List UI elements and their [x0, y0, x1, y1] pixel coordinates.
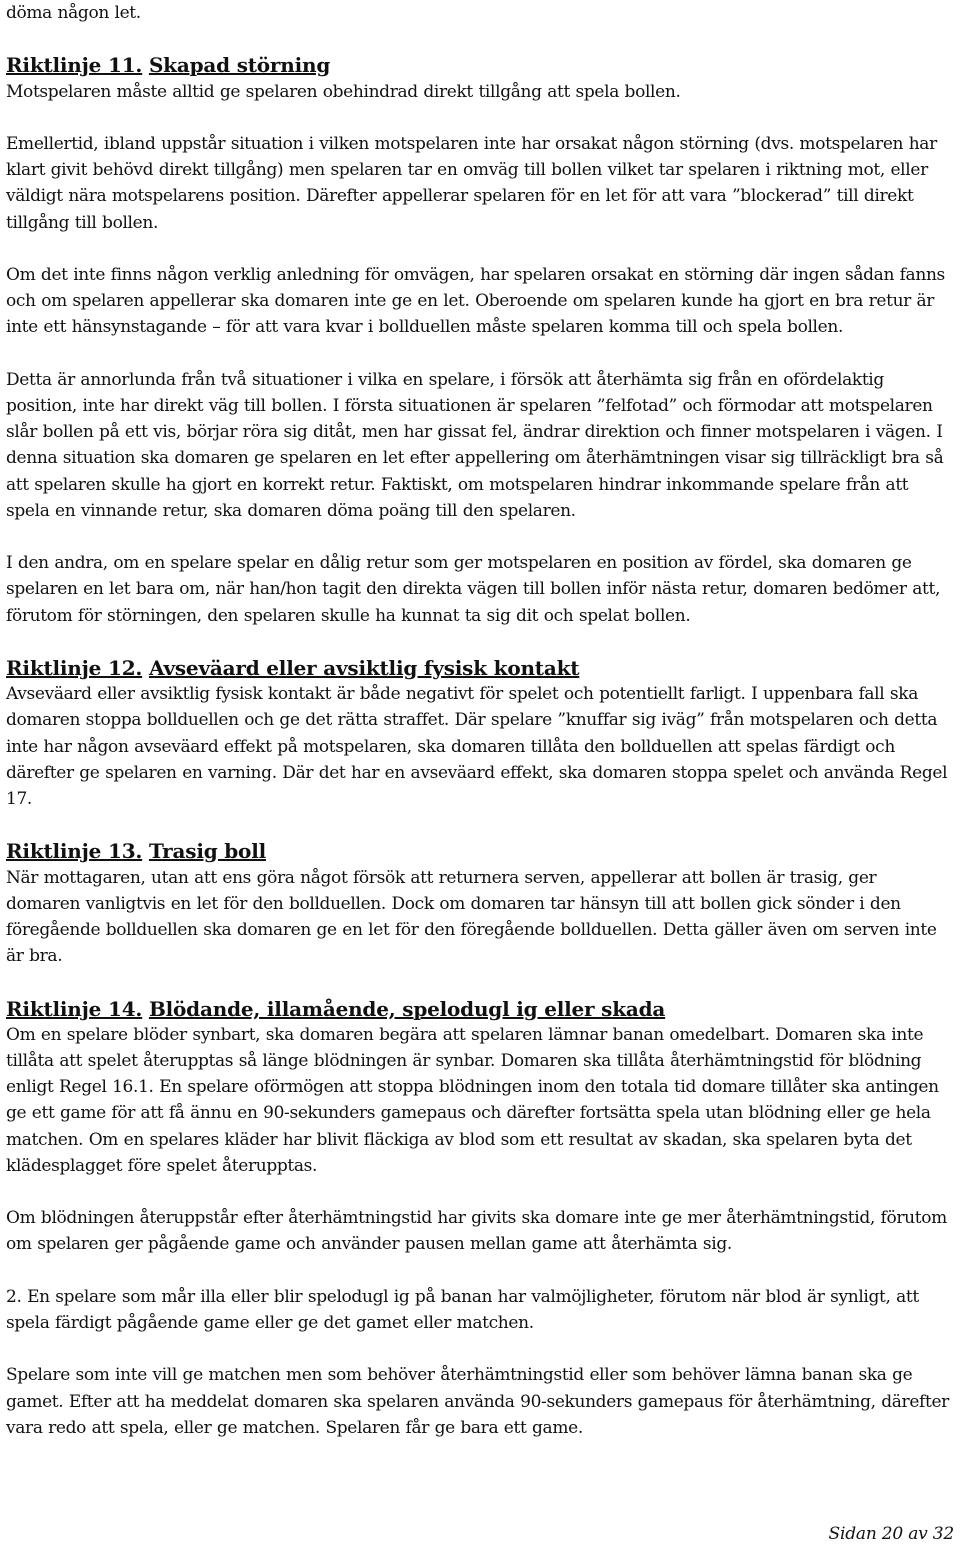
paragraph: Om en spelare blöder synbart, ska domaren begära att spelaren lämnar banan omedelbart. Domaren ska inte tillåta att spelet återupptas så länge blödningen är synbar. Domaren ska tillåta återhämtningstid för blödning enligt Regel 16.1. En spelare oförmögen att stoppa blödningen inom den totala tid domare tillåter ska antingen ge ett game för att få ännu en 90-sekunders gamepaus och därefter fortsätta spela utan blödning eller ge hela matchen. Om en spelares kläder har blivit fläckiga av blod som ett resultat av skadan, ska spelaren byta det klädesplagget före spelet återupptas.	[6, 1024, 939, 1176]
spacer	[6, 105, 954, 131]
section-heading	[6, 655, 954, 681]
spacer	[6, 341, 954, 367]
section-number: Riktlinje 11.	[6, 53, 143, 78]
spacer	[6, 1258, 954, 1284]
spacer	[6, 26, 954, 52]
section-title: Skapad störning	[148, 53, 331, 78]
paragraph: I den andra, om en spelare spelar en dålig retur som ger motspelaren en position av fördel, ska domaren ge spelaren en let bara om, när han/hon tagit den direkta vägen till bollen inför nästa retur, domaren bedömer att, förutom för störningen, den spelaren skulle ha kunnat ta sig dit och spelat bollen.	[6, 553, 941, 626]
paragraph: Avseväard eller avsiktlig fysisk kontakt är både negativt för spelet och potentiellt farligt. I uppenbara fall ska domaren stoppa bollduellen och ge det rätta straffet. Där spelare ”knuffar sig iväg” från motspelaren och detta inte har någon avseväard effekt på motspelaren, ska domaren tillåta den bollduellen att spelas färdigt och därefter ge spelaren en varning. Där det har en avseväard effekt, ska domaren stoppa spelet och använda Regel 17.	[6, 684, 948, 809]
page-number-footer: Sidan 20 av 32	[828, 1524, 954, 1544]
spacer	[6, 236, 954, 262]
section-riktlinje-12	[6, 655, 954, 838]
section-riktlinje-14	[6, 996, 954, 1441]
top-fragment: döma någon let.	[6, 3, 141, 23]
spacer	[6, 524, 954, 550]
spacer	[6, 969, 954, 995]
spacer	[6, 1336, 954, 1362]
section-title: Avseväard eller avsiktlig fysisk kontakt	[148, 655, 580, 680]
spacer	[6, 812, 954, 838]
spacer	[6, 1179, 954, 1205]
paragraph: Spelare som inte vill ge matchen men som behöver återhämtningstid eller som behöver lämna banan ska ge gamet. Efter att ha meddelat domaren ska spelaren använda 90-sekunders gamepaus för återhämtning, därefter vara redo att spela, eller ge matchen. Spelaren får ge bara ett game.	[6, 1365, 949, 1438]
document-page	[6, 0, 954, 1441]
section-number: Riktlinje 14.	[6, 996, 143, 1021]
spacer	[6, 629, 954, 655]
paragraph: 2. En spelare som mår illa eller blir spelodugl ig på banan har valmöjligheter, förutom när blod är synligt, att spela färdigt pågående game eller ge det gamet eller matchen.	[6, 1286, 919, 1333]
section-riktlinje-11	[6, 52, 954, 655]
paragraph: När mottagaren, utan att ens göra något försök att returnera serven, appellerar att bollen är trasig, ger domaren vanligtvis en let för den bollduellen. Dock om domaren tar hänsyn till att bollen gick sönder i den föregående bollduellen ska domaren ge en let för den föregående bollduellen. Detta gäller även om serven inte är bra.	[6, 867, 937, 967]
section-riktlinje-13	[6, 838, 954, 995]
paragraph: Om blödningen återuppstår efter återhämtningstid har givits ska domare inte ge mer återhämtningstid, förutom om spelaren ger pågående game och använder pausen mellan game att återhämta sig.	[6, 1208, 947, 1255]
paragraph: Emellertid, ibland uppstår situation i vilken motspelaren inte har orsakat någon störning (dvs. motspelaren har klart givit behövd direkt tillgång) men spelaren tar en omväg till bollen vilket tar spelaren i riktning mot, eller väldigt nära motspelarens position. Därefter appellerar spelaren för en let för att vara ”blockerad” till direkt tillgång till bollen.	[6, 133, 937, 233]
section-title: Trasig boll	[148, 839, 266, 864]
section-heading	[6, 996, 954, 1022]
paragraph: Om det inte finns någon verklig anledning för omvägen, har spelaren orsakat en störning där ingen sådan fanns och om spelaren appellerar ska domaren inte ge en let. Oberoende om spelaren kunde ha gjort en bra retur är inte ett hänsynstagande – för att vara kvar i bollduellen måste spelaren komma till och spela bollen.	[6, 264, 945, 338]
paragraph: Detta är annorlunda från två situationer i vilka en spelare, i försök att återhämta sig från en ofördelaktig position, inte har direkt väg till bollen. I första situationen är spelaren ”felfotad” och förmodar att motspelaren slår bollen på ett vis, börjar röra sig ditåt, men har gissat fel, ändrar direktion och finner motspelaren i vägen. I denna situation ska domaren ge spelaren en let efter appellering om återhämtningen visar sig tillräckligt bra så att spelaren skulle ha gjort en korrekt retur. Faktiskt, om motspelaren hindrar inkommande spelare från att spela en vinnande retur, ska domaren döma poäng till den spelaren.	[6, 369, 944, 521]
section-number: Riktlinje 13.	[6, 839, 143, 864]
section-title: Blödande, illamående, spelodugl ig eller skada	[148, 996, 666, 1021]
section-heading	[6, 838, 954, 864]
paragraph: Motspelaren måste alltid ge spelaren obehindrad direkt tillgång att spela bollen.	[6, 81, 681, 102]
section-number: Riktlinje 12.	[6, 655, 143, 680]
section-heading	[6, 52, 954, 78]
